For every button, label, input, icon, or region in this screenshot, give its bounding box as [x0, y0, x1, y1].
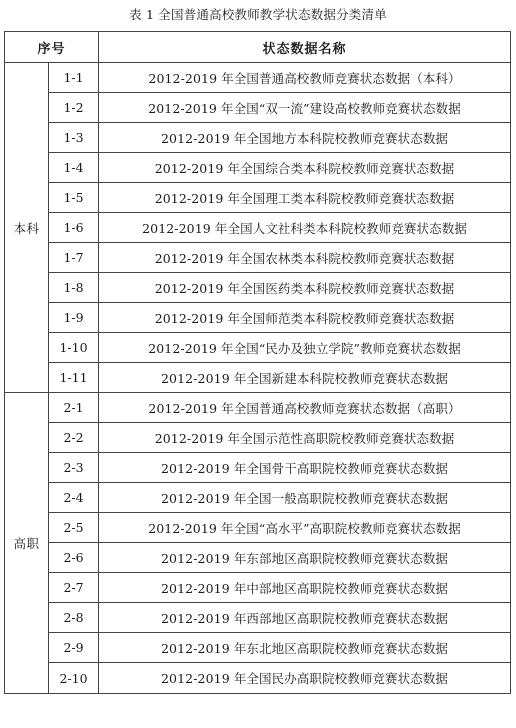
row-number: 2-7 — [49, 573, 99, 603]
group-label: 高职 — [5, 393, 49, 694]
table-row — [5, 423, 511, 453]
row-name: 2012-2019 年全国理工类本科院校教师竞赛状态数据 — [99, 183, 511, 213]
row-number: 1-9 — [49, 303, 99, 333]
table-row — [5, 213, 511, 243]
table-row — [5, 93, 511, 123]
table-row — [5, 453, 511, 483]
row-number: 1-5 — [49, 183, 99, 213]
row-number: 1-8 — [49, 273, 99, 303]
table-row — [5, 393, 511, 423]
row-name: 2012-2019 年全国“高水平”高职院校教师竞赛状态数据 — [99, 513, 511, 543]
table-row — [5, 633, 511, 663]
row-number: 2-6 — [49, 543, 99, 573]
table-row — [5, 333, 511, 363]
table-row — [5, 603, 511, 633]
row-name: 2012-2019 年西部地区高职院校教师竞赛状态数据 — [99, 603, 511, 633]
row-name: 2012-2019 年全国“民办及独立学院”教师竞赛状态数据 — [99, 333, 511, 363]
row-name: 2012-2019 年全国“双一流”建设高校教师竞赛状态数据 — [99, 93, 511, 123]
table-caption: 表 1 全国普通高校教师教学状态数据分类清单 — [129, 7, 387, 22]
table-row — [5, 183, 511, 213]
row-number: 1-10 — [49, 333, 99, 363]
table-row — [5, 273, 511, 303]
header-name: 状态数据名称 — [99, 32, 511, 63]
table-body — [5, 63, 511, 694]
table-row — [5, 303, 511, 333]
table-row — [5, 153, 511, 183]
row-number: 1-3 — [49, 123, 99, 153]
row-name: 2012-2019 年全国新建本科院校教师竞赛状态数据 — [99, 363, 511, 393]
row-number: 2-3 — [49, 453, 99, 483]
table-row — [5, 513, 511, 543]
row-number: 2-1 — [49, 393, 99, 423]
row-number: 2-4 — [49, 483, 99, 513]
row-name: 2012-2019 年全国示范性高职院校教师竞赛状态数据 — [99, 423, 511, 453]
row-number: 1-11 — [49, 363, 99, 393]
row-number: 1-7 — [49, 243, 99, 273]
row-name: 2012-2019 年全国地方本科院校教师竞赛状态数据 — [99, 123, 511, 153]
row-number: 1-4 — [49, 153, 99, 183]
table-row — [5, 123, 511, 153]
table-row — [5, 243, 511, 273]
table-row — [5, 363, 511, 393]
row-name: 2012-2019 年东北地区高职院校教师竞赛状态数据 — [99, 633, 511, 663]
table-row — [5, 573, 511, 603]
row-name: 2012-2019 年全国民办高职院校教师竞赛状态数据 — [99, 663, 511, 694]
table-row — [5, 483, 511, 513]
row-number: 1-1 — [49, 63, 99, 93]
row-number: 2-5 — [49, 513, 99, 543]
row-number: 2-9 — [49, 633, 99, 663]
row-name: 2012-2019 年全国人文社科类本科院校教师竞赛状态数据 — [99, 213, 511, 243]
row-name: 2012-2019 年全国骨干高职院校教师竞赛状态数据 — [99, 453, 511, 483]
row-name: 2012-2019 年全国农林类本科院校教师竞赛状态数据 — [99, 243, 511, 273]
row-name: 2012-2019 年全国综合类本科院校教师竞赛状态数据 — [99, 153, 511, 183]
row-name: 2012-2019 年全国普通高校教师竞赛状态数据（高职） — [99, 393, 511, 423]
table-row — [5, 63, 511, 93]
group-label: 本科 — [5, 63, 49, 393]
row-name: 2012-2019 年中部地区高职院校教师竞赛状态数据 — [99, 573, 511, 603]
row-number: 2-10 — [49, 663, 99, 694]
row-number: 2-2 — [49, 423, 99, 453]
row-number: 2-8 — [49, 603, 99, 633]
row-name: 2012-2019 年全国普通高校教师竞赛状态数据（本科） — [99, 63, 511, 93]
table-row — [5, 663, 511, 694]
status-data-table — [4, 31, 511, 694]
table-row — [5, 543, 511, 573]
header-index: 序号 — [5, 32, 99, 63]
row-number: 1-6 — [49, 213, 99, 243]
row-name: 2012-2019 年东部地区高职院校教师竞赛状态数据 — [99, 543, 511, 573]
row-name: 2012-2019 年全国一般高职院校教师竞赛状态数据 — [99, 483, 511, 513]
row-name: 2012-2019 年全国师范类本科院校教师竞赛状态数据 — [99, 303, 511, 333]
row-number: 1-2 — [49, 93, 99, 123]
row-name: 2012-2019 年全国医药类本科院校教师竞赛状态数据 — [99, 273, 511, 303]
table-header-row — [5, 32, 511, 63]
